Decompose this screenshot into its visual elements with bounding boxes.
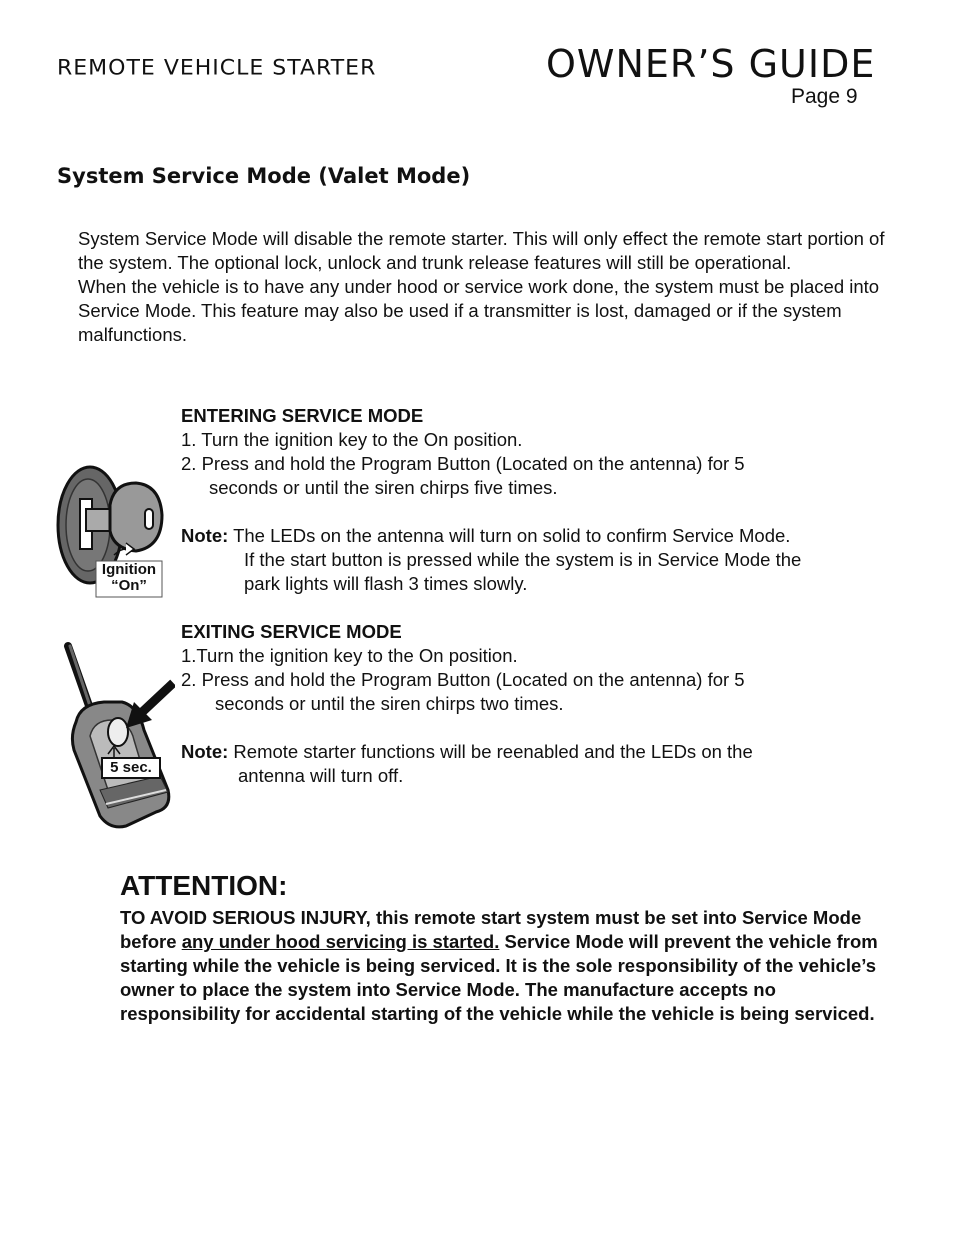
attention-text <box>120 906 880 1026</box>
entering-note-line3: park lights will flash 3 times slowly. <box>244 573 528 594</box>
entering-note <box>181 524 901 548</box>
ignition-label <box>96 562 162 594</box>
exiting-service-mode <box>181 620 901 788</box>
entering-note-label: Note: <box>181 525 229 546</box>
entering-service-mode <box>181 404 901 596</box>
exiting-note <box>181 740 901 764</box>
entering-note-line1: The LEDs on the antenna will turn on solid to confirm Service Mode. <box>228 525 791 546</box>
header-right-title: OWNER’S GUIDE <box>546 42 876 86</box>
spacer <box>181 500 901 524</box>
exiting-step-2-line2: seconds or until the siren chirps two times. <box>215 693 564 714</box>
section-title: System Service Mode (Valet Mode) <box>57 164 471 188</box>
exiting-heading: EXITING SERVICE MODE <box>181 621 402 642</box>
ignition-label-line1: Ignition <box>101 561 157 578</box>
intro-paragraph-1: System Service Mode will disable the remote starter. This will only effect the remote start portion of the system. The optional lock, unlock and trunk release features will still be operational. <box>78 228 885 273</box>
spacer <box>181 716 901 740</box>
antenna-module-icon <box>60 640 175 830</box>
entering-step-1: 1. Turn the ignition key to the On position. <box>181 429 523 450</box>
header-left-title: REMOTE VEHICLE STARTER <box>57 56 377 81</box>
exiting-step-2-line1: 2. Press and hold the Program Button (Located on the antenna) for 5 <box>181 669 745 690</box>
entering-note-line2: If the start button is pressed while the system is in Service Mode the <box>244 549 802 570</box>
exiting-step-1: 1.Turn the ignition key to the On position. <box>181 645 518 666</box>
attention-text-underlined: any under hood servicing is started. <box>181 931 500 952</box>
antenna-label: 5 sec. <box>110 759 152 776</box>
entering-step-2-line2: seconds or until the siren chirps five times. <box>209 477 558 498</box>
entering-step-2-line1: 2. Press and hold the Program Button (Located on the antenna) for 5 <box>181 453 745 474</box>
attention-text-a: TO AVOID SERIOUS INJURY, this remote start system must be set into Service Mode before <box>120 907 862 952</box>
attention-text-b: Service Mode will prevent the vehicle from starting while the vehicle is being serviced. It is the sole responsibility of the vehicle’s owner to place the system into Service Mode. The manufacture accepts no responsibility for accidental starting of the vehicle while the vehicle is being serviced. <box>120 931 878 1024</box>
attention-title: ATTENTION: <box>120 870 288 901</box>
entering-heading: ENTERING SERVICE MODE <box>181 405 424 426</box>
intro-text <box>78 227 898 347</box>
ignition-label-line2: “On” <box>111 577 147 594</box>
exiting-note-label: Note: <box>181 741 229 762</box>
exiting-note-line1: Remote starter functions will be reenabled and the LEDs on the <box>228 741 753 762</box>
exiting-note-line2: antenna will turn off. <box>238 765 404 786</box>
intro-paragraph-2: When the vehicle is to have any under hood or service work done, the system must be placed into Service Mode. This feature may also be used if a transmitter is lost, damaged or if the system malfunctions. <box>78 276 880 345</box>
page-number: Page 9 <box>791 85 858 108</box>
